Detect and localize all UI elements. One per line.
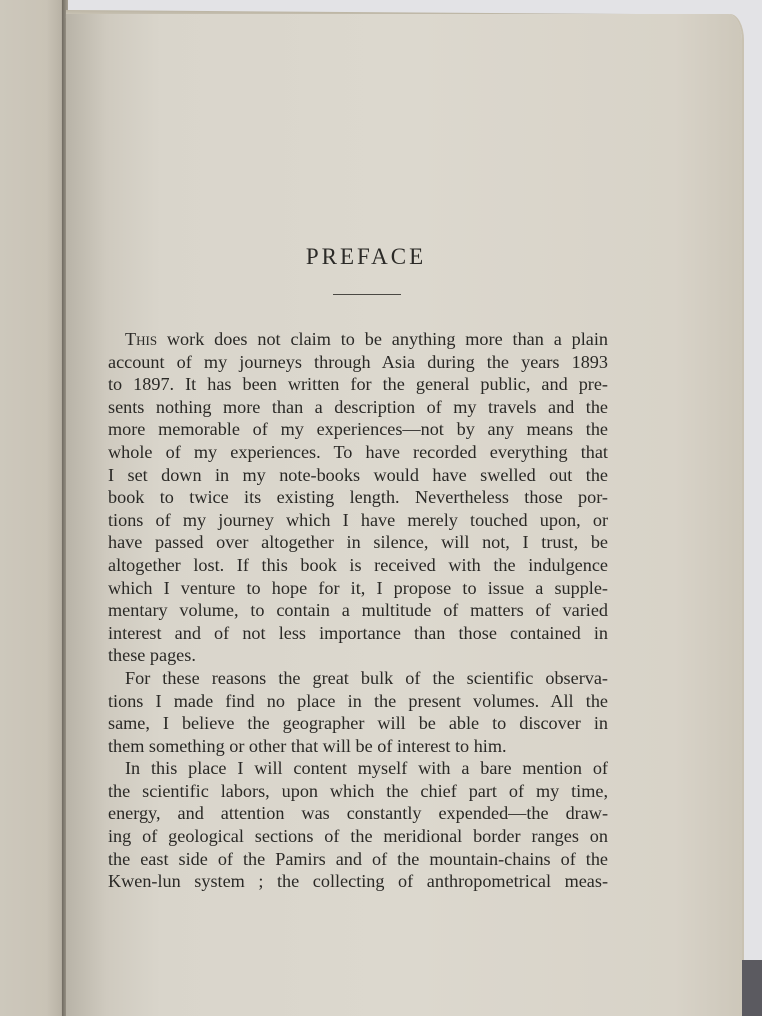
page-title: PREFACE bbox=[305, 244, 427, 269]
text-line: more memorable of my experiences—not by any means the bbox=[108, 419, 608, 440]
facing-left-page bbox=[0, 0, 66, 1016]
table-surface bbox=[742, 960, 762, 1016]
paragraph-3 bbox=[108, 757, 608, 893]
text-line: interest and of not less importance than those contained in bbox=[108, 622, 608, 643]
text-line: Kwen-lun system ; the collecting of anthropometrical meas- bbox=[108, 871, 608, 892]
text-line: same, I believe the geographer will be able to discover in bbox=[108, 713, 608, 734]
text-line: I set down in my note-books would have swelled out the bbox=[108, 464, 608, 485]
text-line: For these reasons the great bulk of the scientific observa- bbox=[125, 667, 608, 688]
text-line: which I venture to hope for it, I propose to issue a supple- bbox=[108, 577, 608, 598]
paragraph-1 bbox=[108, 328, 608, 667]
title-rule-divider bbox=[333, 294, 401, 295]
text-line: ing of geological sections of the meridional border ranges on bbox=[108, 826, 608, 847]
text-line: whole of my experiences. To have recorded everything that bbox=[108, 441, 608, 462]
text-line: these pages. bbox=[108, 645, 196, 666]
text-line: book to twice its existing length. Nevertheless those por- bbox=[108, 487, 608, 508]
text-line: the east side of the Pamirs and of the mountain-chains of the bbox=[108, 848, 608, 869]
text-line: mentary volume, to contain a multitude of matters of varied bbox=[108, 600, 608, 621]
text-line: account of my journeys through Asia during the years 1893 bbox=[108, 351, 608, 372]
title-area bbox=[66, 0, 666, 300]
text-line: In this place I will content myself with a bare mention of bbox=[125, 758, 608, 779]
text-line: sents nothing more than a description of my travels and the bbox=[108, 396, 608, 417]
text-line: tions of my journey which I have merely touched upon, or bbox=[108, 509, 608, 530]
text-line: the scientific labors, upon which the chief part of my time, bbox=[108, 780, 608, 801]
text-line: energy, and attention was constantly expended—the draw- bbox=[108, 803, 608, 824]
text-line: them something or other that will be of interest to him. bbox=[108, 735, 507, 756]
preface-body bbox=[108, 328, 608, 893]
text-line: have passed over altogether in silence, will not, I trust, be bbox=[108, 532, 608, 553]
paragraph-2 bbox=[108, 667, 608, 757]
text-line: tions I made find no place in the present volumes. All the bbox=[108, 690, 608, 711]
drop-smallcaps-lead: This bbox=[125, 329, 158, 349]
text-line: altogether lost. If this book is received with the indulgence bbox=[108, 554, 608, 575]
text-line: to 1897. It has been written for the general public, and pre- bbox=[108, 374, 608, 395]
text-line: This work does not claim to be anything more than a plain bbox=[125, 329, 608, 349]
